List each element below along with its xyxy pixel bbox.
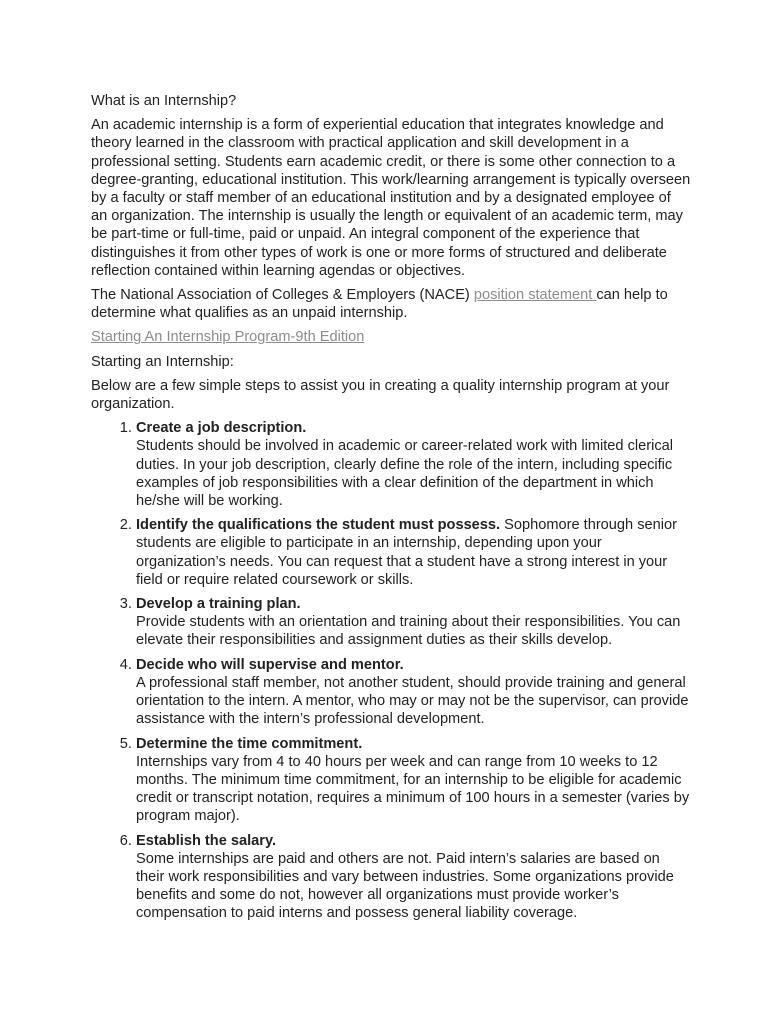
step-title: Establish the salary. [136, 832, 277, 849]
nace-text-before: The National Association of Colleges & Employers (NACE) [91, 287, 474, 304]
steps-intro: Below are a few simple steps to assist you in creating a quality internship program at your organization. [91, 377, 670, 413]
step-item-2 [136, 516, 691, 589]
program-link-paragraph [91, 328, 691, 346]
step-item-6 [136, 832, 691, 923]
position-statement-link[interactable]: position statement [473, 287, 597, 304]
step-title: Decide who will supervise and mentor. [136, 656, 404, 673]
step-item-4 [136, 656, 691, 729]
page-heading: What is an Internship? [91, 93, 237, 109]
subheading: Starting an Internship: [91, 353, 234, 370]
step-item-3 [136, 595, 691, 650]
step-text: A professional staff member, not another student, should provide training and general orientation to the intern. A mentor, who may or may not be the supervisor, can provide assistance with the intern’s professional development. [136, 674, 689, 728]
step-item-5 [136, 735, 691, 826]
step-text: Provide students with an orientation and training about their responsibilities. You can elevate their responsibilities and assignment duties as their skills develop. [136, 614, 681, 649]
step-item-1 [136, 419, 691, 510]
step-title: Identify the qualifications the student must possess. [136, 517, 501, 534]
step-title: Create a job description. [136, 420, 307, 437]
internship-program-link[interactable]: Starting An Internship Program-9th Edition [91, 329, 365, 346]
document-page [91, 92, 691, 929]
nace-paragraph [91, 286, 691, 322]
step-text: Some internships are paid and others are not. Paid intern’s salaries are based on their work responsibilities and vary between industries. Some organizations provide benefits and some do not, however all organizations must provide worker’s compensation to paid interns and possess general liability coverage. [136, 850, 674, 922]
step-title: Determine the time commitment. [136, 735, 363, 752]
step-text: Students should be involved in academic or career-related work with limited clerical duties. In your job description, clearly define the role of the intern, including specific examples of job responsibilities with a clear definition of the department in which he/she will be working. [136, 438, 673, 510]
steps-list [91, 419, 691, 922]
step-text: Sophomore through senior students are eligible to participate in an internship, depending upon your organization’s needs. You can request that a student have a strong interest in your field or require related coursework or skills. [136, 517, 677, 588]
step-text: Internships vary from 4 to 40 hours per week and can range from 10 weeks to 12 months. The minimum time commitment, for an internship to be eligible for academic credit or transcript notation, requires a minimum of 100 hours in a semester (varies by program major). [136, 753, 690, 825]
intro-paragraph: An academic internship is a form of experiential education that integrates knowledge and theory learned in the classroom with practical application and skill development in a professional setting. Students earn academic credit, or there is some other connection to a degree-granting, educational institution. This work/learning arrangement is typically overseen by a faculty or staff member of an educational institution and by a designated employee of an organization. The internship is usually the length or equivalent of an academic term, may be part-time or full-time, paid or unpaid. An integral component of the experience that distinguishes it from other types of work is one or more forms of structured and deliberate reflection contained within learning agendas or objectives. [91, 117, 691, 279]
step-title: Develop a training plan. [136, 596, 301, 613]
nace-text-after: can help to determine what qualifies as an unpaid internship. [91, 287, 668, 322]
